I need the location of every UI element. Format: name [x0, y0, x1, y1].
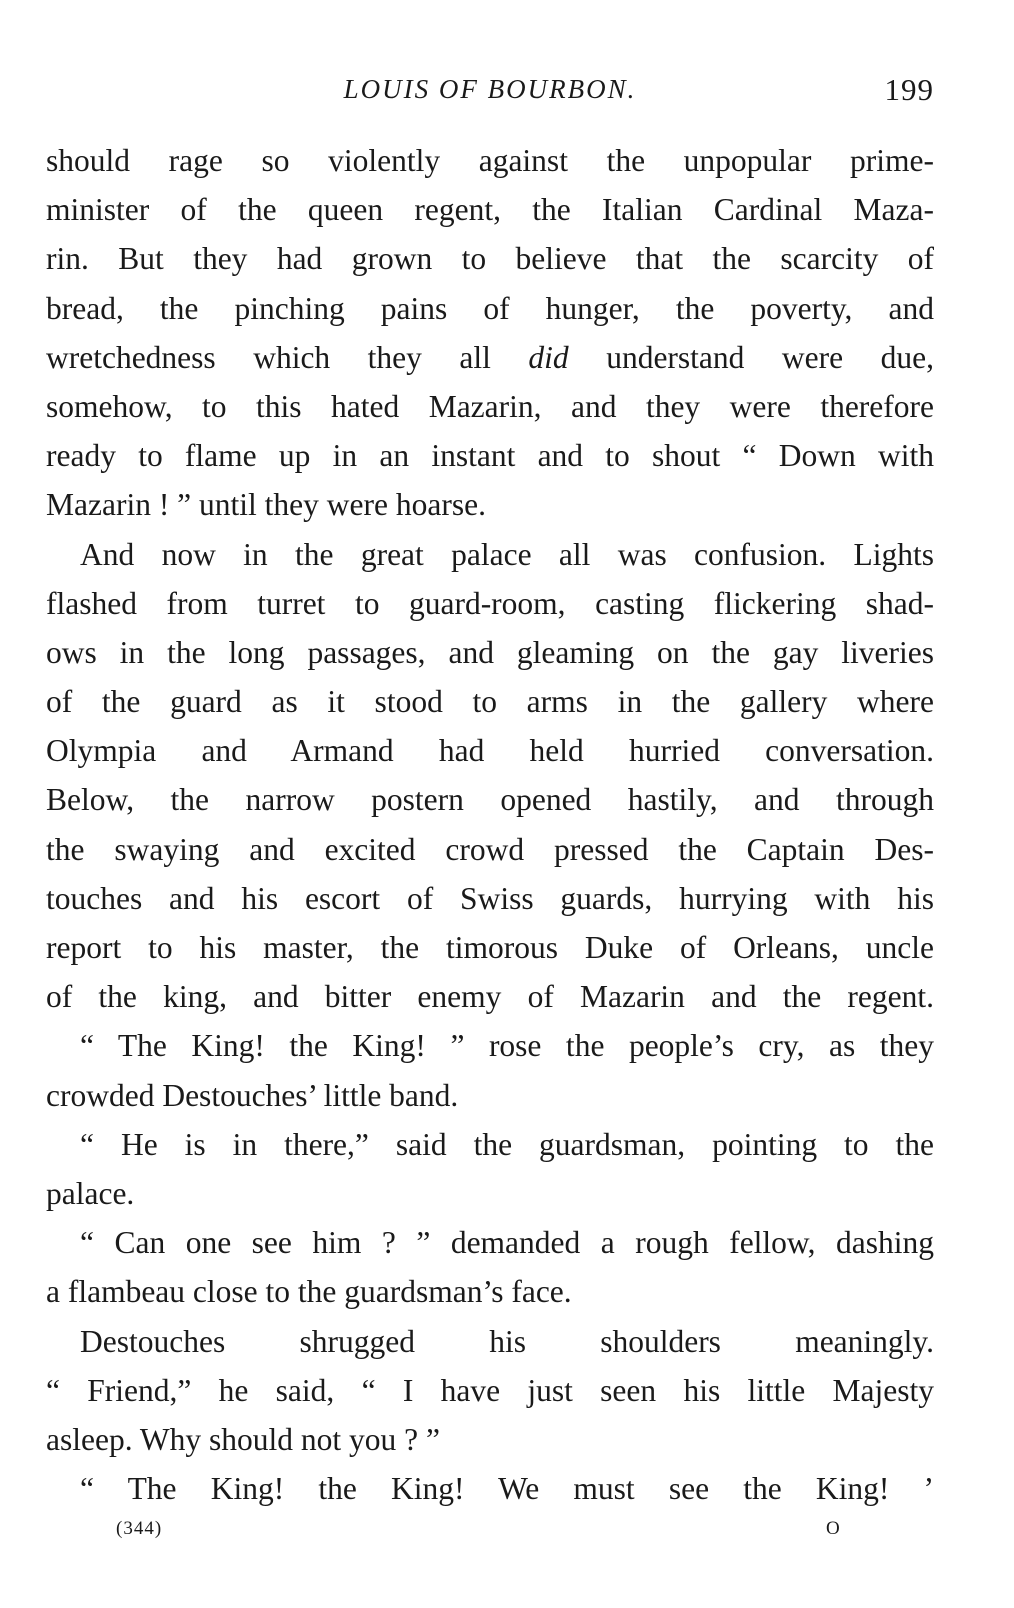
- paragraph-end-line: of the king, and bitter enemy of Mazarin and the regent.: [46, 979, 934, 1015]
- text-line: touches and his escort of Swiss guards, hurrying with his: [46, 880, 934, 916]
- text-line: somehow, to this hated Mazarin, and they were therefore: [46, 388, 934, 424]
- paragraph-start-line: Destouches shrugged his shoulders meaningly.: [80, 1323, 934, 1359]
- paragraph-start-line: “ The King! the King! We must see the King! ’: [80, 1471, 934, 1507]
- text-line: of the guard as it stood to arms in the gallery where: [46, 684, 934, 720]
- paragraph-end-line: asleep. Why should not you ? ”: [46, 1421, 440, 1457]
- page-number: 199: [884, 72, 934, 107]
- paragraph-start-line: “ He is in there,” said the guardsman, pointing to the: [80, 1126, 934, 1162]
- text-line: the swaying and excited crowd pressed the Captain Des-: [46, 831, 934, 867]
- text-line: minister of the queen regent, the Italian Cardinal Maza-: [46, 192, 934, 228]
- paragraph-end-line: palace.: [46, 1175, 135, 1211]
- printer-signature: (344): [116, 1518, 163, 1539]
- paragraph-end-line: crowded Destouches’ little band.: [46, 1077, 459, 1113]
- text-line: bread, the pinching pains of hunger, the poverty, and: [46, 290, 934, 326]
- paragraph-end-line: Mazarin ! ” until they were hoarse.: [46, 487, 486, 523]
- text-line: Below, the narrow postern opened hastily, and through: [46, 782, 934, 818]
- paragraph-start-line: “ Can one see him ? ” demanded a rough fellow, dashing: [80, 1225, 934, 1261]
- text-line: report to his master, the timorous Duke of Orleans, uncle: [46, 930, 934, 965]
- text-line: ows in the long passages, and gleaming on the gay liveries: [46, 634, 934, 670]
- text-line: rin. But they had grown to believe that the scarcity of: [46, 241, 934, 277]
- text-line: Olympia and Armand had held hurried conversation.: [46, 733, 934, 769]
- text-line: [46, 333, 934, 382]
- body-text: [46, 136, 934, 1513]
- text-run: understand were due,: [568, 339, 934, 375]
- running-head: [46, 70, 934, 110]
- page-footer: [46, 1518, 934, 1548]
- text-line: ready to flame up in an instant and to shout “ Down with: [46, 438, 934, 474]
- text-run: wretchedness which they all: [46, 339, 529, 375]
- paragraph-start-line: “ The King! the King! ” rose the people’s cry, as they: [80, 1028, 934, 1064]
- paragraph-end-line: a flambeau close to the guardsman’s face.: [46, 1274, 572, 1310]
- paragraph-start-line: And now in the great palace all was confusion. Lights: [80, 536, 934, 572]
- text-line: “ Friend,” he said, “ I have just seen his little Majesty: [46, 1372, 934, 1408]
- text-line: flashed from turret to guard-room, casting flickering shad-: [46, 585, 934, 621]
- text-line: should rage so violently against the unpopular prime-: [46, 143, 934, 178]
- signature-letter: O: [826, 1518, 840, 1539]
- emphasis-did: did: [528, 339, 569, 375]
- running-title: LOUIS OF BOURBON.: [343, 74, 637, 104]
